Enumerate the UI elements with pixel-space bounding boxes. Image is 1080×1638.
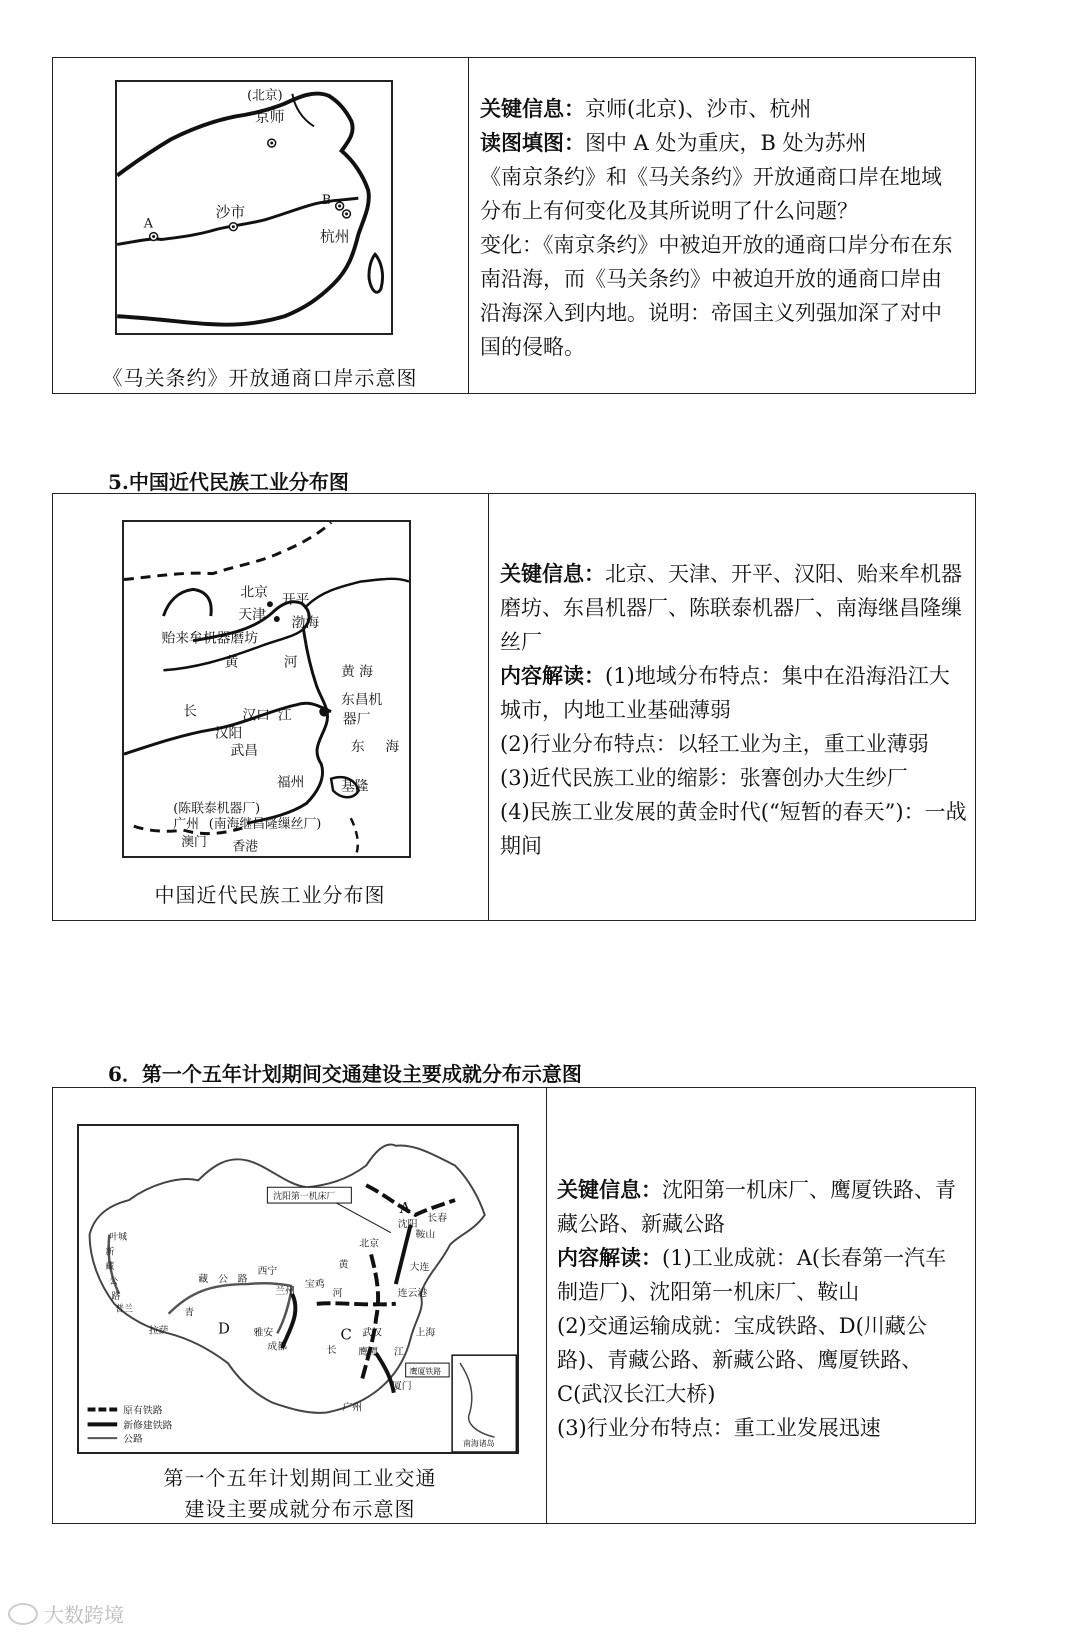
label-zang-2: 藏 — [198, 1274, 209, 1286]
five-year-plan-map-svg — [79, 1126, 517, 1452]
label-fuzhou: 福州 — [276, 774, 305, 791]
fill-label: 读图填图： — [480, 130, 585, 155]
yingxia-railway-box: 鹰厦铁路 — [409, 1366, 442, 1376]
label-he: 河 — [283, 654, 298, 671]
content-text: (1)工业成就：A(长春第一汽车制造厂)、沈阳第一机床厂、鞍山 — [557, 1246, 947, 1304]
label-hanyang: 汉阳 — [214, 725, 243, 742]
label-lanzhou: 兰州 — [275, 1285, 295, 1297]
content-line — [557, 1241, 967, 1309]
label-jiang: 江 — [277, 707, 292, 724]
key-info-text: 京师(北京)、沙市、杭州 — [585, 97, 812, 121]
label-changchun: 长春 — [427, 1212, 448, 1224]
label-xiamen: 厦门 — [391, 1380, 412, 1392]
map-label-hangzhou: 杭州 — [319, 228, 350, 246]
label-hai: 海 — [385, 739, 400, 756]
watermark — [8, 1599, 124, 1628]
label-dalian: 大连 — [409, 1262, 430, 1274]
industry-map — [122, 520, 411, 858]
label-gong-2: 公 — [217, 1274, 228, 1286]
content-item-2: (2)行业分布特点：以轻工业为主，重工业薄弱 — [500, 732, 929, 756]
label-huang: 黄 — [338, 1259, 349, 1271]
label-xianggang: 香港 — [232, 839, 259, 855]
label-lasa: 拉萨 — [148, 1325, 169, 1337]
label-wuchang: 武昌 — [230, 743, 259, 760]
five-year-map-caption-1: 第一个五年计划期间工业交通 — [163, 1466, 437, 1490]
label-wuhan: 武汉 — [362, 1327, 382, 1339]
key-info-line — [480, 92, 960, 126]
label-chenliantai: (陈联泰机器厂) — [173, 801, 261, 817]
map-label-a: A — [143, 216, 153, 232]
label-chang: 长 — [183, 703, 197, 720]
content-item-2: (2)交通运输成就：宝成铁路、D(川藏公路)、青藏公路、新藏公路、鹰厦铁路、C(武汉长江大桥) — [557, 1314, 927, 1406]
label-guangzhou: 广州 — [173, 817, 199, 833]
table-divider — [488, 494, 489, 920]
label-chengdu: 成都 — [267, 1341, 288, 1353]
label-bohai: 渤海 — [291, 614, 320, 631]
content-item-4: (4)民族工业发展的黄金时代(“短暂的春天”)：一战期间 — [500, 800, 967, 858]
map-label-beijing: (北京) — [247, 88, 283, 104]
label-huang: 黄 — [224, 654, 239, 671]
key-info-line — [500, 557, 970, 659]
watermark-text: 大数跨境 — [44, 1603, 124, 1627]
label-he: 河 — [332, 1287, 343, 1299]
label-c: C — [340, 1326, 352, 1344]
treaty-ports-map — [115, 80, 393, 335]
industry-map-svg — [124, 522, 409, 856]
key-info-text: 沈阳第一机床厂、鹰厦铁路、青藏公路、新藏公路 — [557, 1178, 956, 1236]
content-label: 内容解读： — [557, 1245, 662, 1270]
label-yecheng: 叶城 — [109, 1232, 128, 1243]
five-year-info — [557, 1173, 967, 1445]
treaty-map-caption: 《马关条约》开放通商口岸示意图 — [102, 366, 418, 390]
label-qing: 青 — [184, 1307, 195, 1319]
fill-line — [480, 126, 960, 160]
content-line — [500, 659, 970, 727]
label-dongchang-2: 器厂 — [342, 711, 371, 728]
treaty-info — [480, 92, 960, 364]
watermark-logo-icon — [8, 1603, 38, 1625]
content-item-3: (3)近代民族工业的缩影：张謇创办大生纱厂 — [500, 766, 908, 790]
legend-old-rail: 原有铁路 — [123, 1405, 163, 1417]
table-divider — [468, 58, 469, 393]
label-dongchang-1: 东昌机 — [340, 691, 383, 708]
content-text: (1)地域分布特点：集中在沿海沿江大城市，内地工业基础薄弱 — [500, 664, 950, 722]
label-ya-an: 雅安 — [253, 1327, 274, 1339]
label-guangzhou: 广州 — [342, 1402, 363, 1414]
label-a: A — [399, 1199, 411, 1217]
label-lu: 路 — [111, 1291, 121, 1302]
label-shenyang: 沈阳 — [397, 1218, 418, 1230]
key-info-label: 关键信息： — [480, 96, 585, 121]
label-anshan: 鞍山 — [415, 1229, 436, 1241]
label-chang: 长 — [326, 1345, 337, 1357]
key-info-line — [557, 1173, 967, 1241]
label-dong: 东 — [350, 739, 365, 756]
key-info-label: 关键信息： — [500, 561, 605, 586]
section-5-title: 5.中国近代民族工业分布图 — [108, 470, 349, 494]
label-aomen: 澳门 — [181, 834, 207, 850]
industry-map-caption: 中国近代民族工业分布图 — [154, 883, 386, 907]
label-tianjin: 天津 — [238, 606, 266, 623]
map-label-b: B — [321, 193, 332, 209]
label-hankou: 汉口 — [242, 707, 270, 724]
legend-new-rail: 新修建铁路 — [123, 1420, 173, 1432]
label-xining: 西宁 — [257, 1266, 278, 1278]
table-divider — [546, 1088, 547, 1523]
answer-text: 变化：《南京条约》中被迫开放的通商口岸分布在东南沿海，而《马关条约》中被迫开放的通商口岸由沿海深入到内地。说明：帝国主义列强加深了对中国的侵略。 — [480, 233, 953, 359]
label-zang: 藏 — [105, 1262, 115, 1273]
label-nanhai-islands: 南海诸岛 — [462, 1439, 495, 1449]
five-year-map-caption-2: 建设主要成就分布示意图 — [184, 1497, 416, 1521]
fill-text: 图中 A 处为重庆，B 处为苏州 — [585, 131, 867, 155]
key-info-label: 关键信息： — [557, 1177, 662, 1202]
label-beijing: 北京 — [240, 584, 268, 601]
label-gong: 公 — [109, 1277, 119, 1288]
label-nanhai-factory: (南海继昌隆缫丝厂) — [208, 817, 322, 833]
treaty-ports-map-svg — [117, 82, 391, 333]
industry-info — [500, 557, 970, 863]
map-label-shashi: 沙市 — [215, 203, 246, 221]
map-label-jingshi: 京师 — [254, 108, 285, 126]
label-baoji: 宝鸡 — [304, 1279, 325, 1291]
label-kaiping: 开平 — [281, 592, 310, 609]
label-shanghai: 上海 — [415, 1327, 436, 1339]
label-lianyungang: 连云港 — [397, 1287, 428, 1299]
section-6-title: 6．第一个五年计划期间交通建设主要成就分布示意图 — [108, 1062, 582, 1086]
label-beijing: 北京 — [359, 1238, 379, 1250]
content-label: 内容解读： — [500, 663, 605, 688]
label-yingtan: 鹰潭 — [358, 1347, 378, 1359]
label-jiang: 江 — [393, 1347, 404, 1359]
five-year-plan-map — [77, 1124, 519, 1454]
label-pulan: 普兰 — [115, 1304, 133, 1315]
content-item-3: (3)行业分布特点：重工业发展迅速 — [557, 1416, 881, 1440]
shenyang-factory-box: 沈阳第一机床厂 — [273, 1192, 336, 1203]
label-d: D — [217, 1320, 230, 1338]
question-text: 《南京条约》和《马关条约》开放通商口岸在地域分布上有何变化及其所说明了什么问题？ — [480, 165, 942, 223]
label-yilai: 贻来牟机器磨坊 — [161, 630, 259, 647]
key-info-text: 北京、天津、开平、汉阳、贻来牟机器磨坊、东昌机器厂、陈联泰机器厂、南海继昌隆缫丝厂 — [500, 562, 962, 654]
label-lu-2: 路 — [237, 1274, 248, 1286]
label-jilong: 基隆 — [340, 778, 369, 795]
label-huanghai: 黄 海 — [340, 664, 373, 681]
label-xin: 新 — [105, 1247, 115, 1258]
legend-road: 公路 — [123, 1434, 143, 1446]
